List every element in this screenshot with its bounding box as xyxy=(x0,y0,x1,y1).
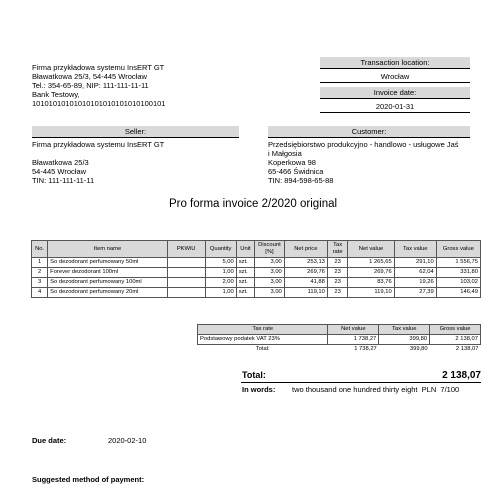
cell-tax-rate: Podstawowy podatek VAT 23% xyxy=(198,335,328,345)
cell-unit: szt. xyxy=(236,258,254,268)
customer-line: 65-466 Świdnica xyxy=(268,167,324,176)
tax-total-row xyxy=(198,345,481,355)
col-header: Quantity xyxy=(205,241,236,258)
transaction-location-label: Transaction location: xyxy=(320,57,470,69)
seller-header-line: 10101010101010101010101010100101 xyxy=(32,99,166,108)
col-header: Discount [%] xyxy=(255,241,285,258)
cell-net-value: 1 265,65 xyxy=(348,258,394,268)
cell-tax-value: 399,80 xyxy=(409,346,428,352)
table-row xyxy=(198,335,481,345)
invoice-date-value: 2020-01-31 xyxy=(320,101,470,113)
customer-block xyxy=(268,126,470,185)
seller-header-line: Firma przykładowa systemu InsERT GT xyxy=(32,63,165,72)
seller-line: Firma przykładowa systemu InsERT GT xyxy=(32,140,165,149)
total-label: Total: xyxy=(242,370,266,380)
seller-line xyxy=(32,149,239,158)
cell-total-label: Total: xyxy=(255,346,270,352)
cell-net-value: 269,76 xyxy=(348,268,394,278)
cell-gross-value: 2 138,07 xyxy=(455,346,479,352)
col-header: Gross value xyxy=(436,241,480,258)
cell-quantity: 1,00 xyxy=(205,288,236,298)
cell-pkwiu xyxy=(167,268,205,278)
cell-item-name: So dezodorant perfumowany 20ml xyxy=(48,288,168,298)
in-words-label: In words: xyxy=(242,385,276,394)
cell-gross-value: 146,49 xyxy=(436,288,480,298)
cell-unit: szt. xyxy=(236,278,254,288)
seller-line: TIN: 111-111-11-11 xyxy=(32,176,95,185)
cell-discount: 3,00 xyxy=(255,288,285,298)
col-header: Item name xyxy=(48,241,168,258)
seller-header-line: Bank Testowy, xyxy=(32,90,80,99)
tax-header-row xyxy=(198,325,481,335)
seller-header-line: Tel.: 354-65-89, NIP: 111-111-11-11 xyxy=(32,81,149,90)
seller-line: 54-445 Wrocław xyxy=(32,167,87,176)
seller-header-block xyxy=(32,63,272,108)
cell-no: 2 xyxy=(32,268,48,278)
cell-quantity: 2,00 xyxy=(205,278,236,288)
customer-line: Koperkowa 98 xyxy=(268,158,316,167)
total-summary xyxy=(241,369,481,395)
in-words-value: two thousand one hundred thirty eight PLN 7/100 xyxy=(292,385,460,394)
cell-net-price: 119,10 xyxy=(284,288,327,298)
cell-no: 1 xyxy=(32,258,48,268)
table-row xyxy=(32,278,481,288)
seller-line: Bławatkowa 25/3 xyxy=(32,158,89,167)
cell-quantity: 1,00 xyxy=(205,268,236,278)
seller-label: Seller: xyxy=(32,126,239,138)
col-header: Net value xyxy=(328,325,379,335)
table-row xyxy=(32,268,481,278)
transaction-location-value: Wrocław xyxy=(320,71,470,83)
col-header: Tax rate xyxy=(327,241,347,258)
total-value: 2 138,07 xyxy=(442,370,481,381)
seller-block xyxy=(32,126,239,185)
cell-net-value: 83,76 xyxy=(348,278,394,288)
cell-tax-rate: 23 xyxy=(327,268,347,278)
cell-discount: 3,00 xyxy=(255,278,285,288)
transaction-box xyxy=(320,57,470,113)
cell-gross-value: 331,80 xyxy=(436,268,480,278)
cell-pkwiu xyxy=(167,258,205,268)
customer-label: Customer: xyxy=(268,126,470,138)
table-row xyxy=(32,288,481,298)
cell-net-price: 41,88 xyxy=(284,278,327,288)
payment-method-label: Suggested method of payment: xyxy=(32,475,145,484)
cell-quantity: 5,00 xyxy=(205,258,236,268)
col-header: Net price xyxy=(284,241,327,258)
items-header-row xyxy=(32,241,481,258)
cell-net-price: 253,13 xyxy=(284,258,327,268)
customer-line: i Małgosia xyxy=(268,149,302,158)
cell-tax-value: 27,39 xyxy=(394,288,436,298)
col-header: Tax value xyxy=(379,325,430,335)
cell-net-value: 1 738,27 xyxy=(328,335,379,345)
cell-tax-rate: 23 xyxy=(327,288,347,298)
col-header: Net value xyxy=(348,241,394,258)
cell-tax-rate: 23 xyxy=(327,278,347,288)
table-row xyxy=(32,258,481,268)
col-header: No. xyxy=(32,241,48,258)
due-date-row xyxy=(32,436,232,445)
cell-discount: 3,00 xyxy=(255,268,285,278)
col-header: Tax rate xyxy=(198,325,328,335)
cell-gross-value: 1 556,75 xyxy=(436,258,480,268)
tax-table xyxy=(197,324,481,354)
cell-item-name: So dezodorant perfumowany 50ml xyxy=(48,258,168,268)
cell-tax-value: 399,80 xyxy=(379,335,430,345)
cell-tax-value: 19,26 xyxy=(394,278,436,288)
customer-line: Przedsiębiorstwo produkcyjno - handlowo - usługowe Jaś xyxy=(268,140,459,149)
invoice-title: Pro forma invoice 2/2020 original xyxy=(168,198,338,210)
cell-unit: szt. xyxy=(236,288,254,298)
cell-gross-value: 103,02 xyxy=(436,278,480,288)
cell-tax-value: 291,10 xyxy=(394,258,436,268)
cell-no: 3 xyxy=(32,278,48,288)
col-header: Gross value xyxy=(430,325,481,335)
cell-item-name: So dezodorant perfumowany 100ml xyxy=(48,278,168,288)
seller-header-line: Bławatkowa 25/3, 54-445 Wrocław xyxy=(32,72,147,81)
items-table xyxy=(31,240,481,298)
cell-discount: 3,00 xyxy=(255,258,285,268)
cell-no: 4 xyxy=(32,288,48,298)
cell-tax-rate: 23 xyxy=(327,258,347,268)
cell-unit: szt. xyxy=(236,268,254,278)
col-header: PKWiU xyxy=(167,241,205,258)
cell-net-price: 269,76 xyxy=(284,268,327,278)
cell-net-value: 119,10 xyxy=(348,288,394,298)
cell-pkwiu xyxy=(167,278,205,288)
invoice-date-label: Invoice date: xyxy=(320,87,470,99)
cell-net-value: 1 738,27 xyxy=(354,346,377,352)
cell-tax-value: 62,04 xyxy=(394,268,436,278)
col-header: Unit xyxy=(236,241,254,258)
cell-gross-value: 2 138,07 xyxy=(430,335,481,345)
cell-item-name: Forever dezodorant 100ml xyxy=(48,268,168,278)
due-date-label: Due date: xyxy=(32,436,67,445)
cell-pkwiu xyxy=(167,288,205,298)
customer-line: TIN: 894-598-65-88 xyxy=(268,176,334,185)
col-header: Tax value xyxy=(394,241,436,258)
due-date-value: 2020-02-10 xyxy=(108,436,147,445)
